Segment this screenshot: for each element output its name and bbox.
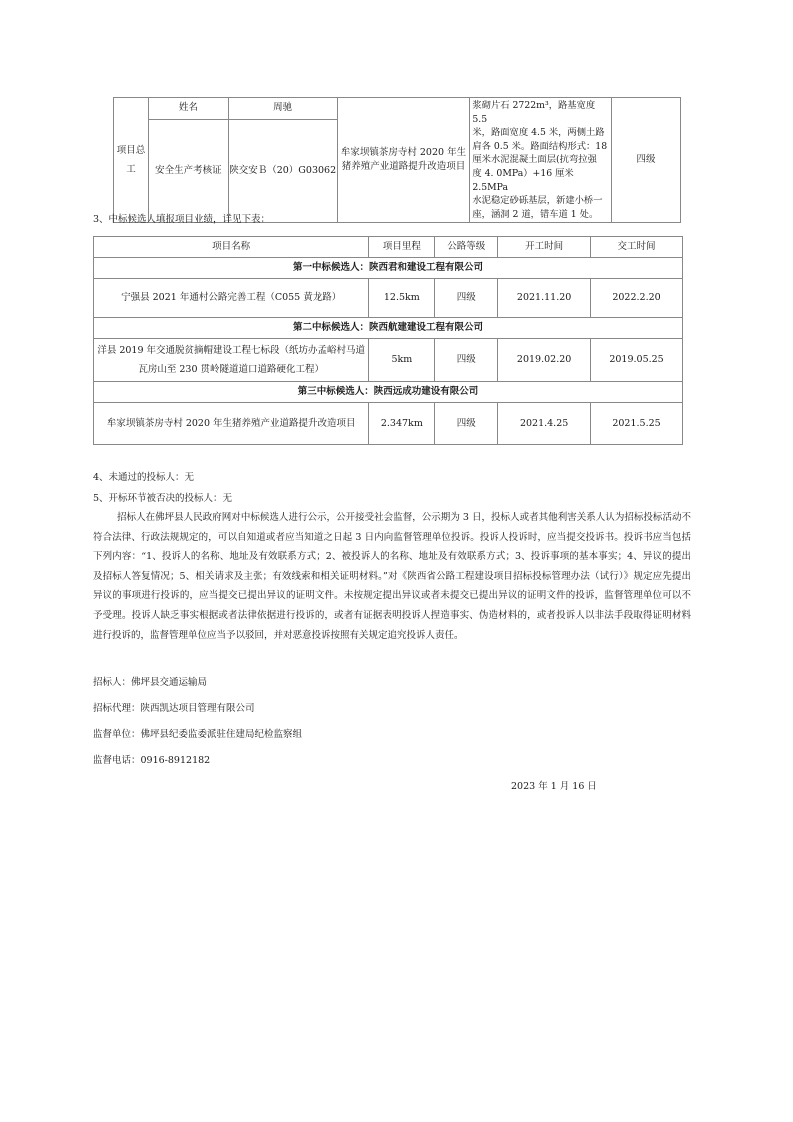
supervision-phone: 监督电话：0916-8912182 bbox=[93, 755, 211, 766]
supervisor: 监督单位：佛坪县纪委监委派驻住建局纪检监察组 bbox=[93, 729, 303, 740]
role-label: 项目总工 bbox=[114, 98, 149, 223]
project-spec-cell bbox=[470, 98, 612, 223]
project-name bbox=[94, 339, 369, 382]
performance-table bbox=[93, 236, 683, 445]
candidate-2-row bbox=[94, 318, 683, 339]
cert-label: 安全生产考核证 bbox=[148, 119, 228, 223]
end-date: 2019.05.25 bbox=[591, 339, 683, 382]
table-header-row bbox=[94, 237, 683, 258]
spec-line: 度 4. 0MPa）+16 厘米 2.5MPa bbox=[472, 167, 574, 193]
notice-paragraph bbox=[93, 508, 691, 645]
header-project-name: 项目名称 bbox=[94, 237, 369, 258]
project-name: 牟家坝镇茶房寺村 2020 年生猪养殖产业道路提升改造项目 bbox=[94, 403, 369, 445]
section3-heading: 3、中标候选人填报项目业绩，详见下表： bbox=[93, 214, 271, 225]
mileage: 2.347km bbox=[369, 403, 435, 445]
start-date: 2021.4.25 bbox=[498, 403, 591, 445]
title-header: 周驰 bbox=[228, 98, 337, 120]
cert-number: 陕交安Ｂ（20）G03062 bbox=[228, 119, 337, 223]
spec-line: 米，路面宽度 4.5 米，两侧土路 bbox=[472, 127, 605, 139]
table-row bbox=[94, 339, 683, 382]
header-mileage: 项目里程 bbox=[369, 237, 435, 258]
mileage: 5km bbox=[369, 339, 435, 382]
table-row bbox=[94, 279, 683, 318]
project-name-line: 瓦房山至 230 贯岭隧道道口道路硬化工程） bbox=[138, 364, 325, 375]
end-date: 2021.5.25 bbox=[591, 403, 683, 445]
table-row bbox=[94, 403, 683, 445]
item-4: 4、未通过的投标人：无 bbox=[93, 472, 195, 483]
road-grade-cell: 四级 bbox=[612, 98, 681, 223]
candidate-1-title: 第一中标候选人：陕西君和建设工程有限公司 bbox=[94, 258, 683, 279]
header-grade: 公路等级 bbox=[435, 237, 498, 258]
header-end: 交工时间 bbox=[591, 237, 683, 258]
name-header: 姓名 bbox=[148, 98, 228, 120]
project-name-line: 洋县 2019 年交通脱贫摘帽建设工程七标段（纸坊办孟峪村马道 bbox=[97, 345, 366, 356]
tender-agent: 招标代理：陕西凯达项目管理有限公司 bbox=[93, 703, 255, 714]
start-date: 2019.02.20 bbox=[498, 339, 591, 382]
spec-line: 座，涵洞 2 道，错车道 1 处。 bbox=[472, 208, 599, 220]
spec-line: 浆砌片石 2722m³，路基宽度 5.5 bbox=[472, 100, 596, 125]
project-name: 宁强县 2021 年通村公路完善工程（C055 黄龙路） bbox=[94, 279, 369, 318]
mileage: 12.5km bbox=[369, 279, 435, 318]
item-5: 5、开标环节被否决的投标人：无 bbox=[93, 493, 233, 504]
grade: 四级 bbox=[435, 339, 498, 382]
spec-line: 肩各 0.5 米。路面结构形式：18 bbox=[472, 140, 608, 152]
tenderer: 招标人：佛坪县交通运输局 bbox=[93, 677, 208, 688]
issue-date: 2023 年 1 月 16 日 bbox=[511, 781, 597, 792]
candidate-3-title: 第三中标候选人：陕西远成功建设有限公司 bbox=[94, 382, 683, 403]
project-name-cell: 牟家坝镇茶房寺村 2020 年生猪养殖产业道路提升改造项目 bbox=[337, 98, 470, 223]
grade: 四级 bbox=[435, 279, 498, 318]
candidate-3-row bbox=[94, 382, 683, 403]
header-start: 开工时间 bbox=[498, 237, 591, 258]
grade: 四级 bbox=[435, 403, 498, 445]
end-date: 2022.2.20 bbox=[591, 279, 683, 318]
staff-table bbox=[113, 97, 681, 223]
candidate-1-row bbox=[94, 258, 683, 279]
spec-line: 厘米水泥混凝土面层(抗弯拉强 bbox=[472, 154, 597, 166]
start-date: 2021.11.20 bbox=[498, 279, 591, 318]
notice-text: 招标人在佛坪县人民政府网对中标候选人进行公示，公开接受社会监督，公示期为 3 日，投标人或者其他利害关系人认为招标投标活动不符合法律、行政法规规定的，可以自知道或者应当知道之日起 3 日内向监督管理单位投诉。投诉人投诉时，应当提交投诉书。投诉书应当包括下列内容：“1、投诉人的名称、地址及有效联系方式；2、被投诉人的名称、地址及有效联系方式；3、投诉事项的基本事实；4、异议的提出及招标人答复情况；5、相关请求及主张；有效线索和相关证明材料。”对《陕西省公路工程建设项目招标投标管理办法（试行）》规定应先提出异议的事项进行投诉的，应当提交已提出异议的证明文件。未按规定提出异议或者未提交已提出异议的证明文件的投诉，监督管理单位可以不予受理。投诉人缺乏事实根据或者法律依据进行投诉的，或者有证据表明投诉人捏造事实、伪造材料的，或者投诉人以非法手段取得证明材料进行投诉的，监督管理单位应当予以驳回，并对恶意投诉按照有关规定追究投诉人责任。 bbox=[93, 512, 691, 641]
candidate-2-title: 第二中标候选人：陕西航建建设工程有限公司 bbox=[94, 318, 683, 339]
spec-line: 水泥稳定砂砾基层，新建小桥一 bbox=[472, 195, 603, 207]
